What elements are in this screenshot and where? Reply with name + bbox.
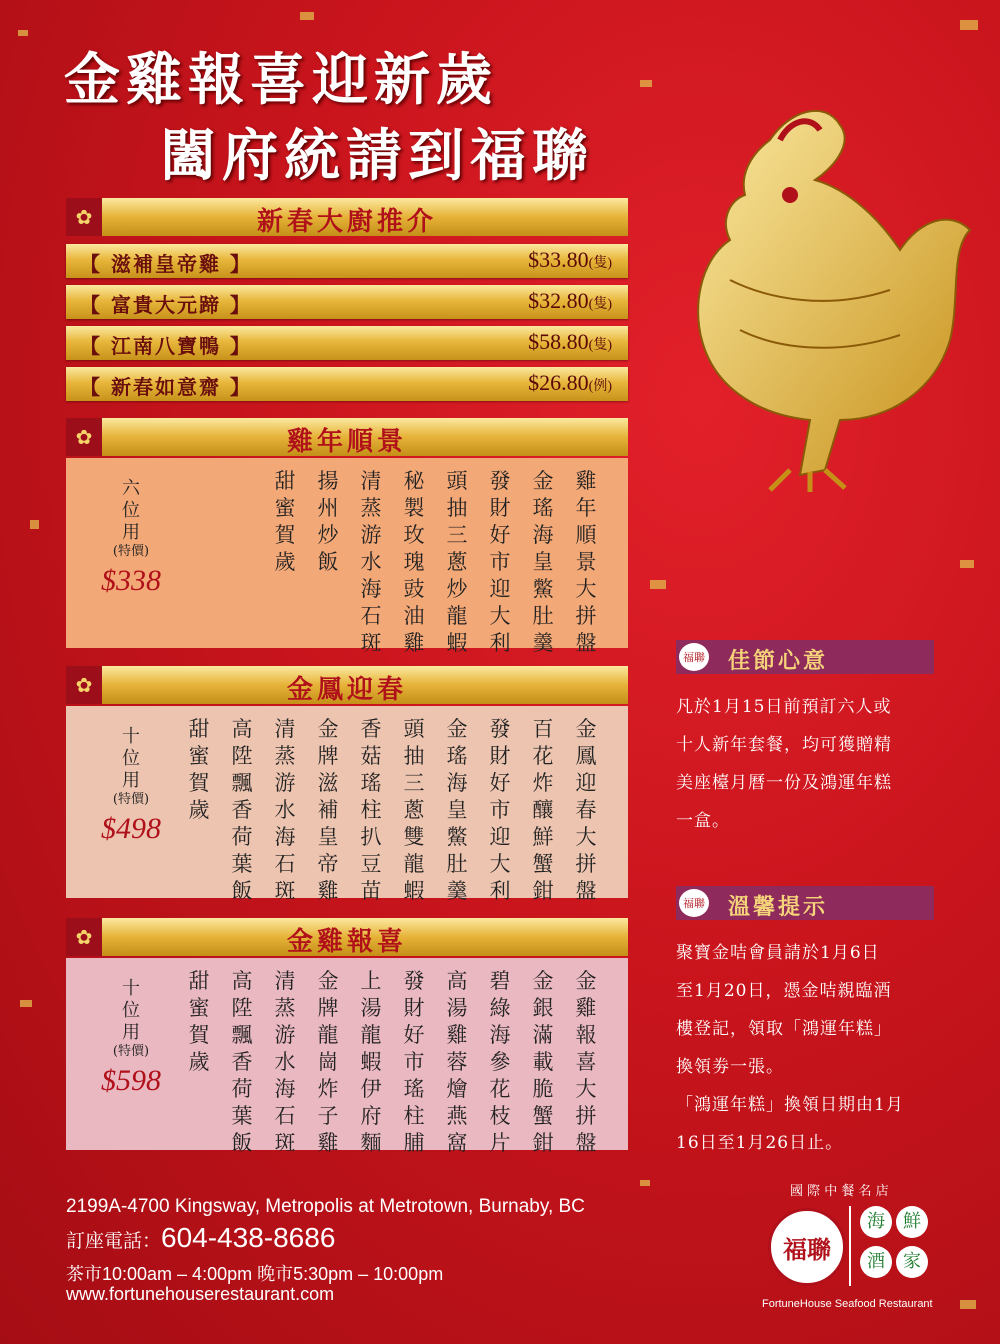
set-menu-2-title: 金鳳迎春 (286, 675, 407, 705)
dish-column: 香 菇 瑤 柱 扒 豆 苗 (360, 717, 382, 903)
set-price-info (86, 726, 176, 846)
dish-column: 發 財 好 市 迎 大 利 (489, 469, 511, 655)
special-item-price: $26.80(例) (528, 370, 612, 395)
dish-column: 發 財 好 市 迎 大 利 (489, 717, 511, 903)
set-menu-3-header (66, 918, 628, 956)
fortune-house-logo: 福聯 (768, 1208, 846, 1286)
logo-english-name: FortuneHouse Seafood Restaurant (762, 1298, 933, 1310)
special-item-name: 【 新春如意齋 】 (80, 375, 252, 399)
gold-fleck (960, 560, 974, 568)
special-item (66, 285, 628, 319)
set-price-info (86, 478, 176, 598)
gold-fleck (640, 80, 652, 87)
rooster-emblem-icon: ✿ (66, 198, 102, 236)
set-menu-1-title: 雞年順景 (286, 427, 407, 457)
rooster-emblem-icon: ✿ (66, 918, 102, 956)
serves-label: 十 位 用 (122, 726, 140, 791)
promo-1-text: 凡於1月15日前預訂六人或 十人新年套餐，均可獲贈精 美座檯月曆一份及鴻運年糕 一盒。 (676, 697, 892, 831)
serves-label: 六 位 用 (122, 478, 140, 543)
dish-column: 秘 製 玫 瑰 豉 油 雞 (403, 469, 425, 655)
dish-column: 雞 年 順 景 大 拼 盤 (575, 469, 597, 655)
dish-column: 高 陞 飄 香 荷 葉 飯 (231, 717, 253, 903)
dish-column: 發 財 好 市 瑤 柱 脯 (403, 969, 425, 1155)
dish-column: 甜 蜜 賀 歲 (188, 969, 210, 1074)
special-price-label: (特價) (112, 792, 150, 807)
dish-column: 金 瑤 海 皇 鱉 肚 羹 (532, 469, 554, 655)
dish-column: 百 花 炸 釀 鮮 蟹 鉗 (532, 717, 554, 903)
fortune-house-badge-icon: 福聯 (679, 889, 709, 917)
dish-column: 金 銀 滿 載 脆 蟹 鉗 (532, 969, 554, 1155)
golden-rooster-icon (650, 100, 985, 495)
dish-column: 清 蒸 游 水 海 石 斑 (274, 717, 296, 903)
gold-fleck (300, 12, 314, 20)
special-item (66, 326, 628, 360)
set-price-info (86, 978, 176, 1098)
dish-column: 金 雞 報 喜 大 拼 盤 (575, 969, 597, 1155)
gold-fleck (640, 1180, 650, 1186)
special-item (66, 244, 628, 278)
rooster-emblem-icon: ✿ (66, 666, 102, 704)
chef-specials-header (66, 198, 628, 236)
dish-column: 金 牌 龍 崗 炸 子 雞 (317, 969, 339, 1155)
set-menu-2-header (66, 666, 628, 704)
dish-column: 高 湯 雞 蓉 燴 燕 窩 (446, 969, 468, 1155)
promo-2-text: 聚寶金咭會員請於1月6日 至1月20日，憑金咭親臨酒 樓登記，領取「鴻運年糕」 換領劵一張。 「鴻運年糕」換領日期由1月 16日至1月26日止。 (676, 943, 904, 1153)
dish-column: 甜 蜜 賀 歲 (188, 717, 210, 822)
promo-2-header (676, 886, 934, 920)
headline-line-2: 闔府統請到福聯 (160, 123, 594, 189)
reservation-phone: 訂座電話：604-438-8686 (66, 1222, 336, 1253)
special-item-price: $32.80(隻) (528, 288, 612, 313)
gold-fleck (960, 1300, 976, 1309)
special-item-price: $58.80(隻) (528, 329, 612, 354)
set-menu-3-panel (66, 958, 628, 1155)
special-item-price: $33.80(隻) (528, 247, 612, 272)
gold-fleck (30, 520, 39, 529)
rooster-emblem-icon: ✿ (66, 418, 102, 456)
dish-column: 金 鳳 迎 春 大 拼 盤 (575, 717, 597, 903)
gold-fleck (20, 1000, 32, 1007)
special-item (66, 367, 628, 401)
promo-1-title: 佳節心意 (728, 648, 829, 674)
dish-column: 甜 蜜 賀 歲 (274, 469, 296, 574)
set-menu-1-header (66, 418, 628, 456)
dish-column: 揚 州 炒 飯 (317, 469, 339, 574)
logo-divider (849, 1206, 851, 1286)
gold-fleck (650, 580, 666, 589)
set-menu-3-title: 金雞報喜 (286, 927, 407, 957)
dish-column: 金 牌 滋 補 皇 帝 雞 (317, 717, 339, 903)
opening-hours: 茶市10:00am – 4:00pm 晚市5:30pm – 10:00pm (66, 1264, 444, 1284)
gold-fleck (18, 30, 28, 36)
dish-column: 碧 綠 海 參 花 枝 片 (489, 969, 511, 1155)
dish-column: 高 陞 飄 香 荷 葉 飯 (231, 969, 253, 1155)
dish-column: 頭 抽 三 蔥 雙 龍 蝦 (403, 717, 425, 903)
dish-column: 頭 抽 三 蔥 炒 龍 蝦 (446, 469, 468, 655)
dish-column: 清 蒸 游 水 海 石 斑 (274, 969, 296, 1155)
restaurant-address: 2199A-4700 Kingsway, Metropolis at Metrotown, Burnaby, BC (66, 1196, 585, 1217)
promo-2-title: 溫馨提示 (728, 894, 829, 920)
special-item-name: 【 富貴大元蹄 】 (80, 293, 252, 317)
special-price-label: (特價) (112, 544, 150, 559)
serves-label: 十 位 用 (122, 978, 140, 1043)
logo-tagline: 國 際 中 餐 名 店 (790, 1184, 889, 1199)
dish-column: 金 瑤 海 皇 鱉 肚 羹 (446, 717, 468, 903)
special-item-name: 【 滋補皇帝雞 】 (80, 252, 252, 276)
chef-specials-title: 新春大廚推介 (256, 207, 437, 237)
fortune-house-badge-icon: 福聯 (679, 643, 709, 671)
set-menu-1-panel (66, 458, 628, 655)
dish-column: 清 蒸 游 水 海 石 斑 (360, 469, 382, 655)
special-price-label: (特價) (112, 1044, 150, 1059)
headline-line-1: 金雞報喜迎新歲 (64, 47, 498, 113)
set-price: $498 (101, 812, 161, 845)
website-link[interactable]: www.fortunehouserestaurant.com (66, 1284, 335, 1304)
gold-fleck (960, 20, 978, 30)
set-menu-2-panel (66, 706, 628, 903)
set-price: $338 (101, 564, 161, 597)
promo-1-header (676, 640, 934, 674)
set-price: $598 (101, 1064, 161, 1097)
special-item-name: 【 江南八寶鴨 】 (80, 334, 252, 358)
dish-column: 上 湯 龍 蝦 伊 府 麵 (360, 969, 382, 1155)
